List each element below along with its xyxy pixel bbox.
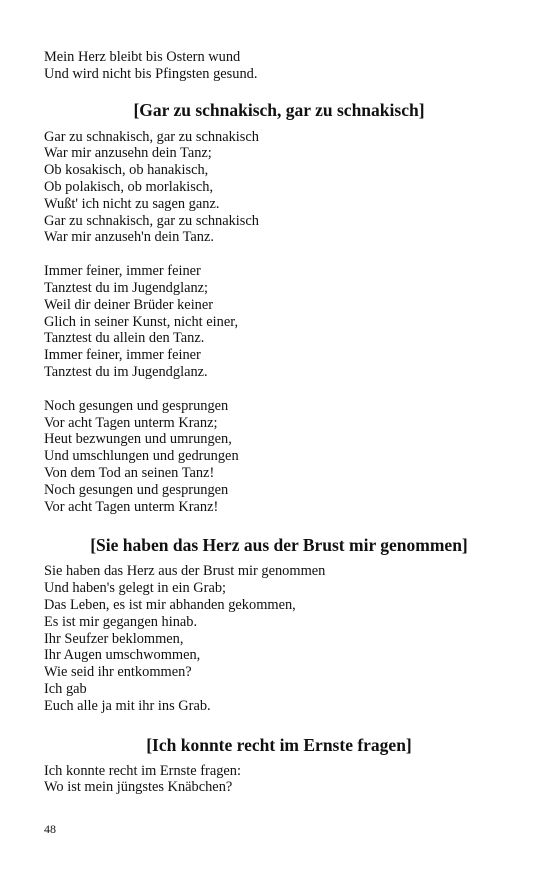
verse-line: Wußt' ich nicht zu sagen ganz. bbox=[44, 195, 220, 212]
verse-line: Wo ist mein jüngstes Knäbchen? bbox=[44, 779, 233, 796]
verse-line: Immer feiner, immer feiner bbox=[44, 347, 201, 364]
verse-line: Ich konnte recht im Ernste fragen: bbox=[44, 762, 241, 779]
stanza-gap bbox=[44, 381, 514, 398]
verse-line: Ob polakisch, ob morlakisch, bbox=[44, 178, 214, 195]
verse-line: Ihr Augen umschwommen, bbox=[44, 647, 201, 664]
verse-line: Weil dir deiner Brüder keiner bbox=[44, 296, 214, 313]
verse-line: Gar zu schnakisch, gar zu schnakisch bbox=[44, 212, 259, 229]
verse-line: Und haben's gelegt in ein Grab; bbox=[44, 580, 227, 597]
verse-line: Noch gesungen und gesprungen bbox=[44, 397, 229, 414]
verse-line: Heut bezwungen und umrungen, bbox=[44, 431, 232, 448]
verse-line: Das Leben, es ist mir abhanden gekommen, bbox=[44, 596, 296, 613]
poem-title: [Sie haben das Herz aus der Brust mir genommen] bbox=[90, 535, 468, 556]
stanza bbox=[44, 763, 514, 797]
verse-line: Mein Herz bleibt bis Ostern wund bbox=[44, 49, 241, 65]
verse-line: Gar zu schnakisch, gar zu schnakisch bbox=[44, 128, 259, 145]
verse-line: War mir anzusehn dein Tanz; bbox=[44, 145, 212, 162]
verse-line: Wie seid ihr entkommen? bbox=[44, 664, 192, 681]
verse-line: Von dem Tod an seinen Tanz! bbox=[44, 464, 215, 481]
stanza bbox=[44, 398, 514, 516]
stanza-gap bbox=[44, 246, 514, 263]
poem-title: [Ich konnte recht im Ernste fragen] bbox=[146, 734, 412, 755]
verse-line: Es ist mir gegangen hinab. bbox=[44, 613, 198, 630]
verse-line: War mir anzuseh'n dein Tanz. bbox=[44, 229, 214, 246]
verse-line: Ihr Seufzer beklommen, bbox=[44, 630, 184, 647]
verse-line: Immer feiner, immer feiner bbox=[44, 263, 201, 280]
verse-line: Tanztest du im Jugendglanz. bbox=[44, 363, 208, 380]
page-number: 48 bbox=[44, 822, 56, 836]
verse-line: Vor acht Tagen unterm Kranz! bbox=[44, 498, 219, 515]
verse-line: Sie haben das Herz aus der Brust mir genommen bbox=[44, 563, 326, 580]
verse-line: Und umschlungen und gedrungen bbox=[44, 448, 239, 465]
verse-line: Tanztest du im Jugendglanz; bbox=[44, 279, 209, 296]
verse-line: Glich in seiner Kunst, nicht einer, bbox=[44, 313, 239, 330]
verse-line: Noch gesungen und gesprungen bbox=[44, 481, 229, 498]
stanza bbox=[44, 129, 514, 247]
verse-line: Euch alle ja mit ihr ins Grab. bbox=[44, 697, 211, 714]
verse-line: Tanztest du allein den Tanz. bbox=[44, 330, 205, 347]
stanza bbox=[44, 563, 514, 714]
poem-title: [Gar zu schnakisch, gar zu schnakisch] bbox=[133, 99, 425, 120]
opening-stanza bbox=[44, 49, 514, 83]
verse-line: Ob kosakisch, ob hanakisch, bbox=[44, 162, 209, 179]
verse-line: Und wird nicht bis Pfingsten gesund. bbox=[44, 65, 258, 82]
verse-line: Vor acht Tagen unterm Kranz; bbox=[44, 414, 218, 431]
page-content bbox=[44, 49, 514, 796]
stanza bbox=[44, 263, 514, 381]
verse-line: Ich gab bbox=[44, 680, 87, 697]
